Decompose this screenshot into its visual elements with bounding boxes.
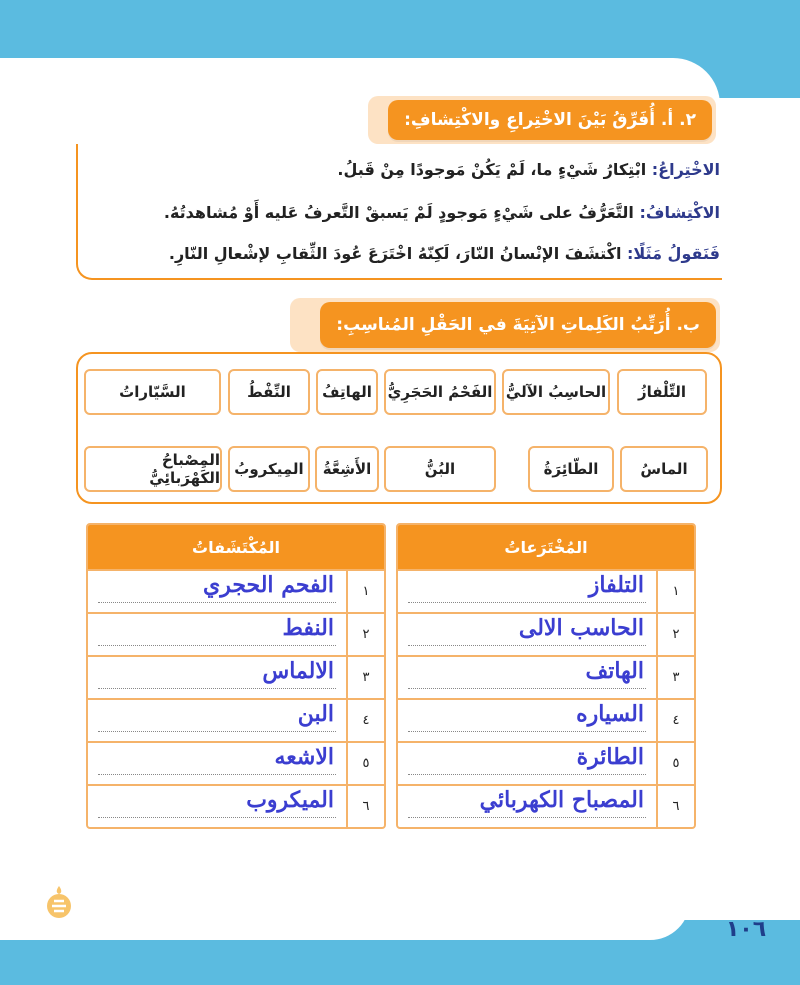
discoveries-header: المُكْتَشَفاتُ	[88, 525, 384, 569]
answer-text: التلفاز	[588, 572, 644, 598]
section-b-title-wrap	[290, 298, 720, 352]
answer-text: الالماس	[262, 658, 334, 684]
table-row	[398, 698, 694, 741]
invention-definition	[337, 160, 720, 179]
answer-cell[interactable]	[398, 614, 656, 655]
row-number: ٤	[346, 700, 384, 741]
answer-text: الاشعه	[274, 744, 334, 770]
answer-text: الفحم الحجري	[202, 572, 334, 598]
word-chip: البُنُّ	[384, 446, 496, 492]
table-row	[398, 655, 694, 698]
answer-text: البن	[297, 701, 334, 727]
discovery-term: الاكْتِشافُ:	[639, 203, 720, 222]
word-chip: الهاتِفُ	[316, 369, 378, 415]
answer-cell[interactable]	[398, 657, 656, 698]
section-b-title: ب. أُرَتِّبُ الكَلِماتِ الآتِيَةَ في الحَقْلِ المُناسِبِ:	[320, 302, 716, 348]
publisher-logo-icon	[44, 884, 74, 920]
answer-cell[interactable]	[88, 657, 346, 698]
row-number: ٢	[656, 614, 694, 655]
answer-text: المصباح الكهربائي	[479, 787, 644, 813]
table-row	[398, 784, 694, 827]
table-row	[398, 569, 694, 612]
word-chip: التِّلْفازُ	[617, 369, 707, 415]
answer-text: الحاسب الالى	[518, 615, 644, 641]
word-chip: الفَحْمُ الحَجَرِيُّ	[384, 369, 496, 415]
page-number: ١٠٦	[725, 917, 767, 942]
row-number: ٥	[656, 743, 694, 784]
row-number: ٣	[656, 657, 694, 698]
word-chip: المِصْباحُ الكَهْرَبائِيُّ	[84, 446, 222, 492]
answer-text: النفط	[282, 615, 334, 641]
example-sentence	[169, 244, 720, 263]
word-chip: المِيكروبُ	[228, 446, 310, 492]
word-chip: السَّيّاراتُ	[84, 369, 221, 415]
row-number: ١	[346, 571, 384, 612]
answer-cell[interactable]	[398, 700, 656, 741]
section-a-title: ٢. أ. أُفَرِّقُ بَيْنَ الاخْتِراعِ والاكْتِشافِ:	[388, 100, 712, 140]
answer-cell[interactable]	[398, 743, 656, 784]
section-a-title-wrap	[368, 96, 716, 144]
row-number: ١	[656, 571, 694, 612]
example-text: اكْتشَفَ الإنْسانُ النّارَ، لَكِنّهُ اخْتَرَعَ عُودَ الثِّقابِ لإشْعالِ النّارِ.	[168, 244, 627, 263]
table-row	[398, 741, 694, 784]
row-number: ٣	[346, 657, 384, 698]
row-number: ٢	[346, 614, 384, 655]
table-row	[398, 612, 694, 655]
table-row	[88, 698, 384, 741]
discovery-definition	[164, 203, 720, 222]
table-row	[88, 655, 384, 698]
answer-cell[interactable]	[88, 743, 346, 784]
answer-text: الطائرة	[576, 744, 644, 770]
table-row	[88, 612, 384, 655]
word-chip: النِّفْطُ	[228, 369, 310, 415]
invention-text: ابْتِكارُ شَيْءٍ ما، لَمْ يَكُنْ مَوجودًا مِنْ قَبلُ.	[337, 160, 652, 179]
example-term: فَنَقولُ مَثَلًا:	[627, 244, 720, 263]
word-chip: الطّائِرَةُ	[528, 446, 614, 492]
answer-cell[interactable]	[88, 614, 346, 655]
answer-cell[interactable]	[398, 571, 656, 612]
answer-text: الهاتف	[585, 658, 644, 684]
word-chip: الحاسِبُ الآليُّ	[502, 369, 610, 415]
table-row	[88, 741, 384, 784]
invention-term: الاخْتِراعُ:	[651, 160, 720, 179]
table-row	[88, 784, 384, 827]
footer-curve	[0, 900, 690, 940]
table-row	[88, 569, 384, 612]
word-chip: الأَشِعَّةُ	[315, 446, 379, 492]
answer-cell[interactable]	[88, 571, 346, 612]
row-number: ٦	[346, 786, 384, 827]
answer-text: الميكروب	[246, 787, 334, 813]
row-number: ٥	[346, 743, 384, 784]
inventions-header: المُخْتَرَعاتُ	[398, 525, 694, 569]
answer-text: السياره	[576, 701, 644, 727]
word-chip: الماسُ	[620, 446, 708, 492]
discovery-text: التَّعَرُّفُ على شَيْءٍ مَوجودٍ لَمْ يَسبقْ التَّعرفُ عَليه أَوْ مُشاهدتُهُ.	[163, 203, 640, 222]
answer-cell[interactable]	[398, 786, 656, 827]
inventions-table	[396, 523, 696, 829]
answer-cell[interactable]	[88, 786, 346, 827]
answer-cell[interactable]	[88, 700, 346, 741]
discoveries-table	[86, 523, 386, 829]
row-number: ٤	[656, 700, 694, 741]
row-number: ٦	[656, 786, 694, 827]
